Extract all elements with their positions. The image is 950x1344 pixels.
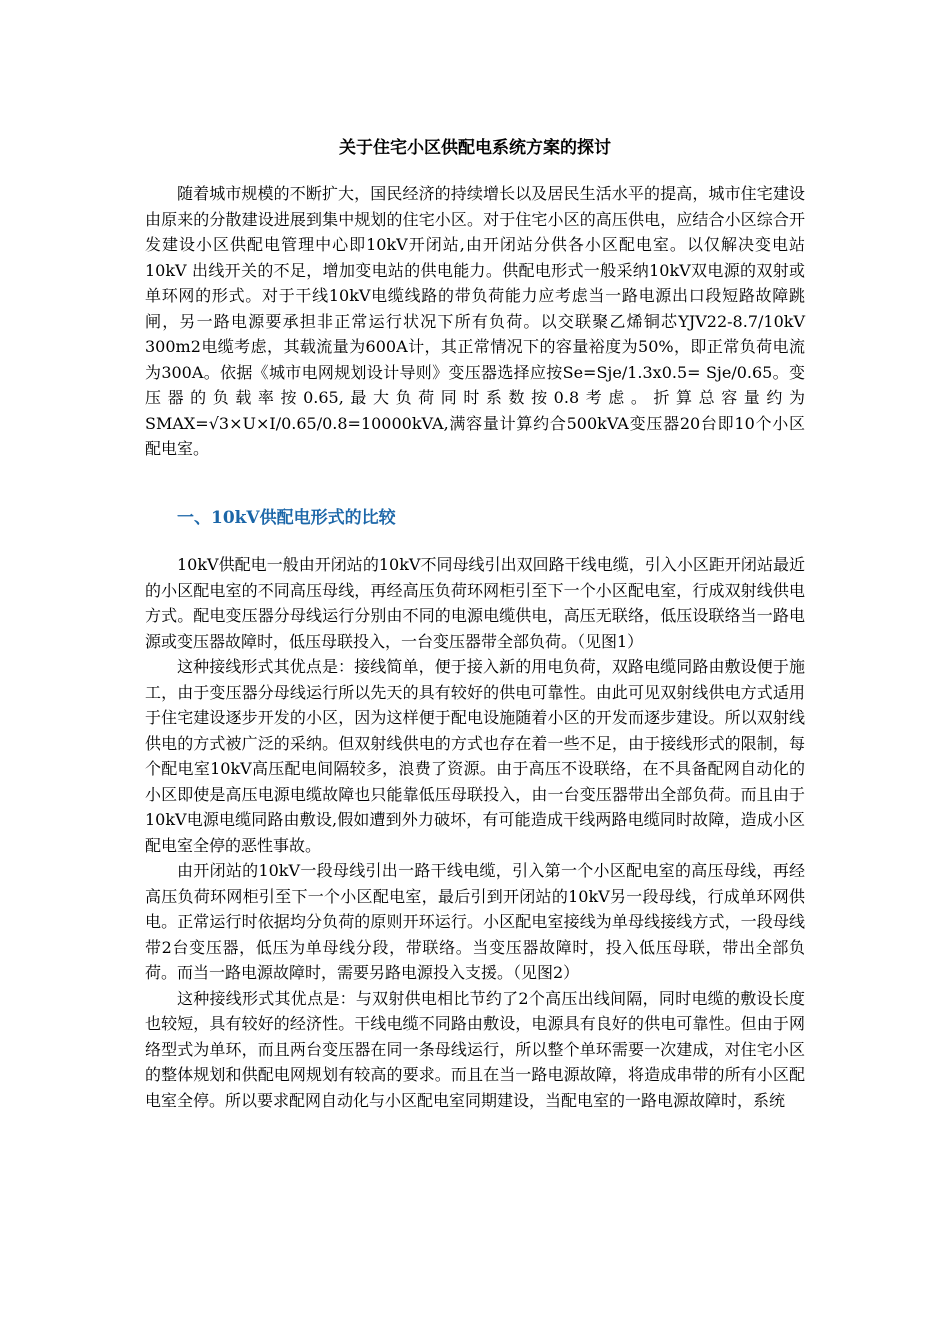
section-paragraph: 由开闭站的10kV一段母线引出一路干线电缆，引入第一个小区配电室的高压母线，再经高压负荷环网柜引至下一个小区配电室，最后引到开闭站的10kV另一段母线，行成单环网供电。正常运行时依据均分负荷的原则开环运行。小区配电室接线为单母线接线方式，一段母线带2台变压器，低压为单母线分段，带联络。当变压器故障时，投入低压母联，带出全部负荷。而当一路电源故障时，需要另路电源投入支援。（见图2） <box>145 861 805 982</box>
intro-paragraph: 随着城市规模的不断扩大，国民经济的持续增长以及居民生活水平的提高，城市住宅建设由原来的分散建设进展到集中规划的住宅小区。对于住宅小区的高压供电，应结合小区综合开发建设小区供配电管理中心即10kV开闭站,由开闭站分供各小区配电室。以仅解决变电站10kV 出线开关的不足，增加变电站的供电能力。供配电形式一般采纳10kV双电源的双射或单环网的形式。对于干线10kV电缆线路的带负荷能力应考虑当一路电源出口段短路故障跳闸，另一路电源要承担非正常运行状况下所有负荷。以交联聚乙烯铜芯YJV22-8.7/10kV 300m2电缆考虑，其载流量为600A计，其正常情况下的容量裕度为50%，即正常负荷电流为300A。依据《城市电网规划设计导则》变压器选择应按Se=Sje/1.3x0.5= Sje/0.65。变压器的负载率按0.65,最大负荷同时系数按0.8考虑。折算总容量约为SMAX=√3×U×I/0.65/0.8=10000kVA,满容量计算约合500kVA变压器20台即10个小区配电室。 <box>145 184 805 458</box>
section-paragraph: 10kV供配电一般由开闭站的10kV不同母线引出双回路干线电缆，引入小区距开闭站最近的小区配电室的不同高压母线，再经高压负荷环网柜引至下一个小区配电室，行成双射线供电方式。配电变压器分母线运行分别由不同的电源电缆供电，高压无联络，低压设联络当一路电源或变压器故障时，低压母联投入，一台变压器带全部负荷。（见图1） <box>145 555 805 651</box>
intro-section <box>145 181 805 462</box>
section-paragraph: 这种接线形式其优点是：与双射供电相比节约了2个高压出线间隔，同时电缆的敷设长度也较短，具有较好的经济性。干线电缆不同路由敷设，电源具有良好的供电可靠性。但由于网络型式为单环，而且两台变压器在同一条母线运行，所以整个单环需要一次建成，对住宅小区的整体规划和供配电网规划有较高的要求。而且在当一路电源故障，将造成串带的所有小区配电室全停。所以要求配网自动化与小区配电室同期建设，当配电室的一路电源故障时，系统 <box>145 988 805 1110</box>
section-paragraph: 这种接线形式其优点是：接线简单，便于接入新的用电负荷，双路电缆同路由敷设便于施工，由于变压器分母线运行所以先天的具有较好的供电可靠性。由此可见双射线供电方式适用于住宅建设逐步开发的小区，因为这样便于配电设施随着小区的开发而逐步建设。所以双射线供电的方式被广泛的采纳。但双射线供电的方式也存在着一些不足，由于接线形式的限制，每个配电室10kV高压配电间隔较多，浪费了资源。由于高压不设联络，在不具备配网自动化的小区即使是高压电源电缆故障也只能靠低压母联投入，由一台变压器带出全部负荷。而且由于10kV电源电缆同路由敷设,假如遭到外力破坏，有可能造成干线两路电缆同时故障，造成小区配电室全停的恶性事故。 <box>145 657 805 855</box>
document-title: 关于住宅小区供配电系统方案的探讨 <box>339 138 611 158</box>
section-body <box>145 552 805 1113</box>
section-heading: 一、10kV供配电形式的比较 <box>177 508 396 528</box>
